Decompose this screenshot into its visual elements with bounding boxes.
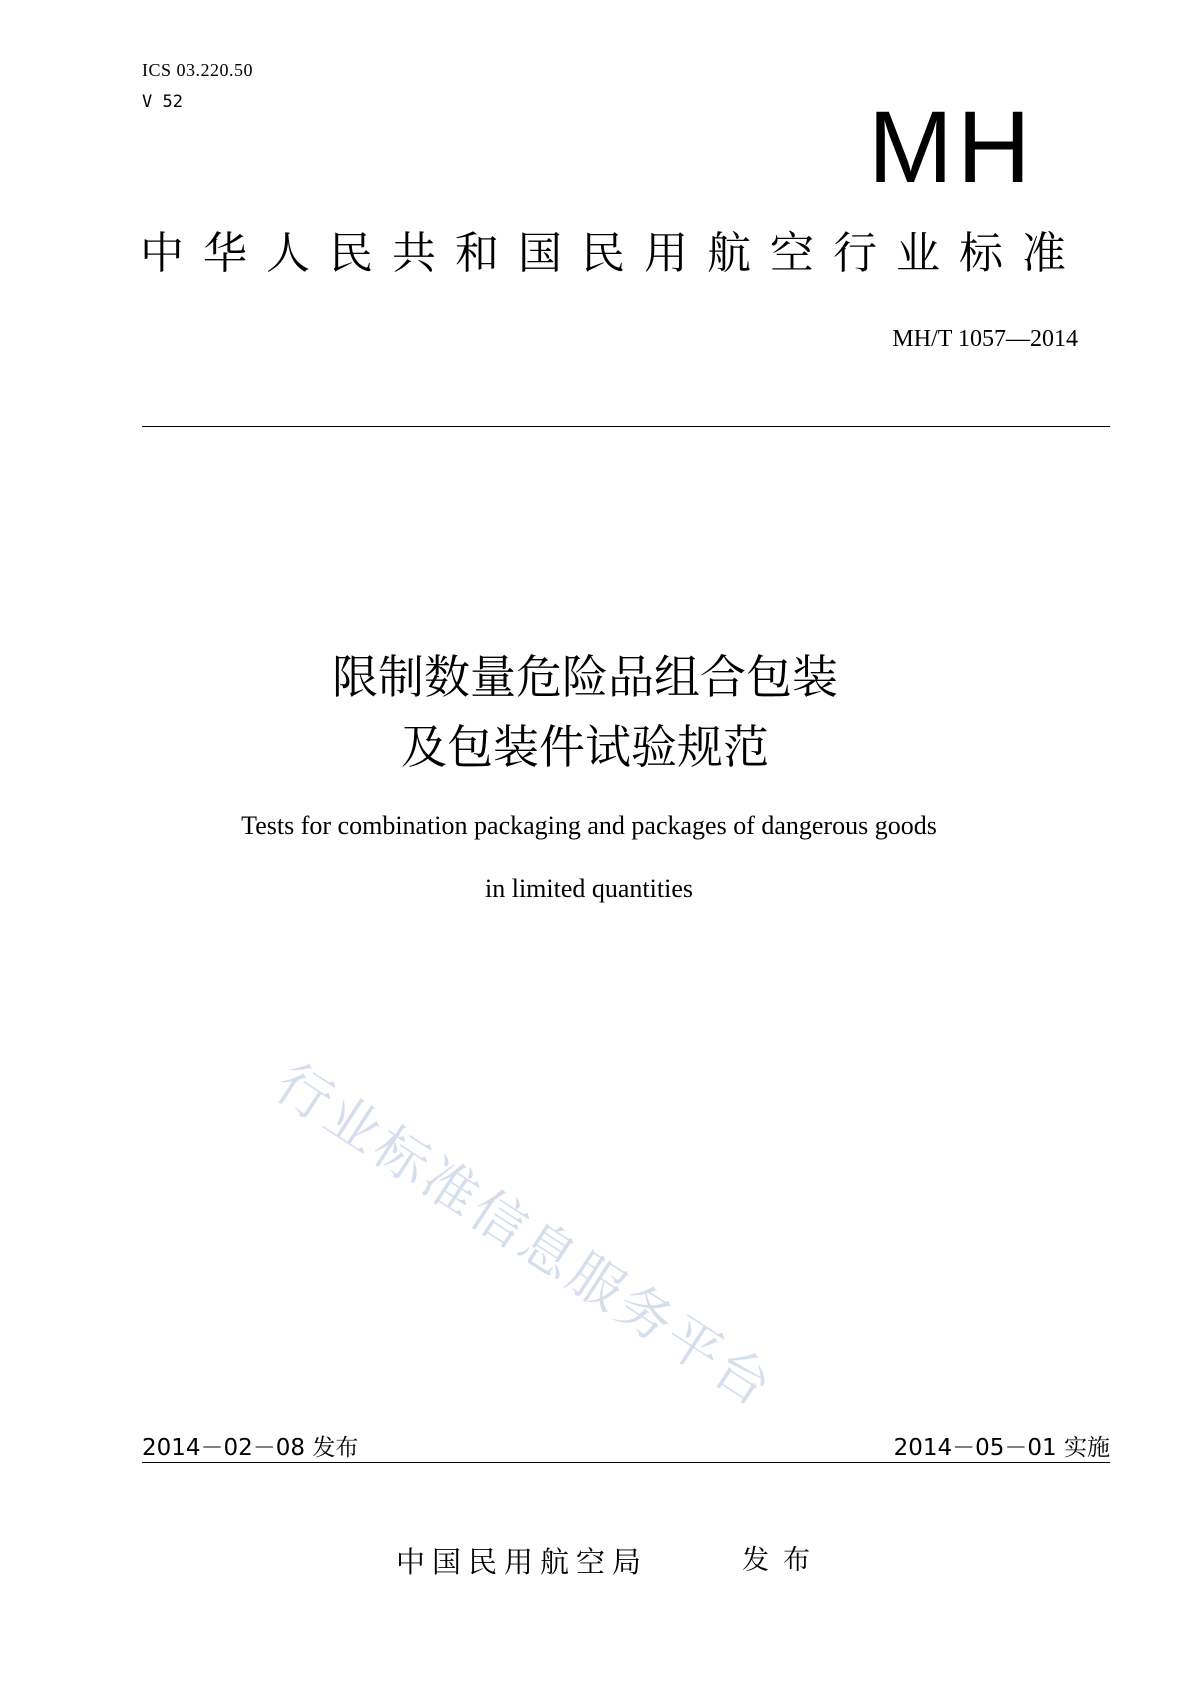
standard-number: MH/T 1057—2014 bbox=[892, 326, 1078, 352]
title-cn-line-2: 及包装件试验规范 bbox=[401, 720, 769, 774]
mh-logo: MH bbox=[868, 90, 1035, 204]
bottom-divider bbox=[142, 1462, 1110, 1463]
implementation-date: 2014－05－01 实施 bbox=[893, 1435, 1110, 1461]
publish-label: 发布 bbox=[742, 1545, 824, 1576]
standard-type-heading: 中华人民共和国民用航空行业标准 bbox=[140, 228, 1085, 279]
title-en-line-1: Tests for combination packaging and packages of dangerous goods bbox=[241, 811, 937, 840]
issuing-authority: 中国民用航空局 bbox=[396, 1545, 649, 1579]
ccs-code: V 52 bbox=[142, 92, 183, 112]
title-cn-line-1: 限制数量危险品组合包装 bbox=[332, 650, 838, 704]
watermark: 行业标准信息服务平台 bbox=[264, 1051, 786, 1420]
title-en-line-2: in limited quantities bbox=[485, 874, 693, 903]
issue-date: 2014－02－08 发布 bbox=[142, 1435, 359, 1461]
top-divider bbox=[142, 426, 1110, 427]
ics-code: ICS 03.220.50 bbox=[142, 60, 254, 80]
